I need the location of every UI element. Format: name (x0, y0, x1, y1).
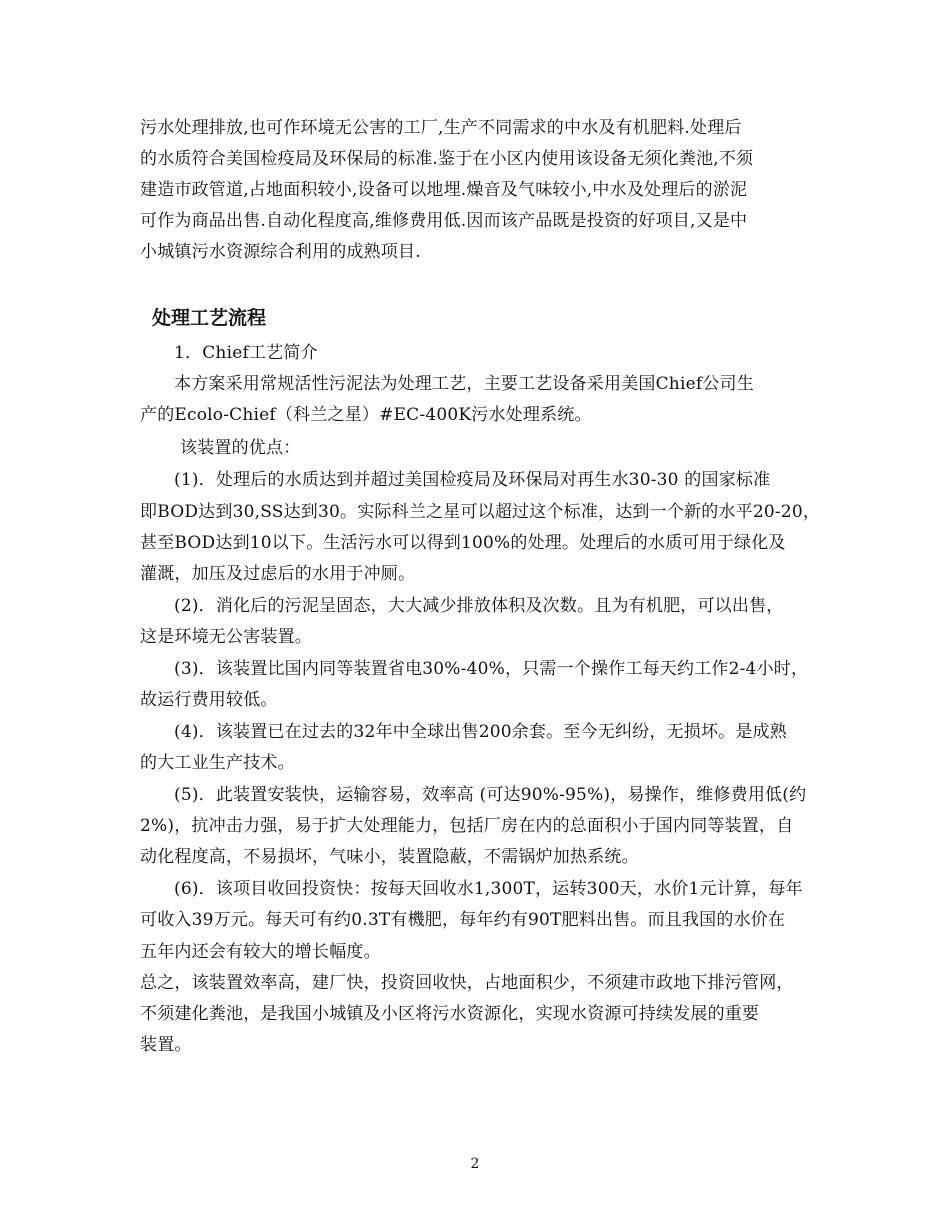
body-line: 不须建化粪池，是我国小城镇及小区将污水资源化，实现水资源可持续发展的重要 (140, 1004, 760, 1024)
body-line: 可收入39万元。每天可有约0.3T有機肥，每年约有90T肥料出售。而且我国的水价在 (140, 910, 786, 930)
body-line: (2)．消化后的污泥呈固态，大大减少排放体积及次数。且为有机肥，可以出售， (174, 596, 784, 616)
body-line: 甚至BOD达到10以下。生活污水可以得到100%的处理。处理后的水质可用于绿化及 (140, 533, 786, 553)
body-line: 的大工业生产技术。 (140, 753, 295, 773)
subheading-chief: 1．Chief工艺简介 (174, 343, 318, 363)
body-line: 该装置的优点： (180, 438, 301, 458)
body-line: 产的Ecolo-Chief（科兰之星）#EC-400K污水处理系统。 (140, 405, 592, 425)
intro-line-1: 污水处理排放,也可作环境无公害的工厂,生产不同需求的中水及有机肥料.处理后 (140, 118, 742, 138)
intro-line-3: 建造市政管道,占地面积较小,设备可以地埋.燥音及气味较小,中水及处理后的淤泥 (140, 180, 748, 200)
body-line: 五年内还会有较大的增长幅度。 (140, 942, 381, 962)
body-line: 动化程度高，不易损坏，气味小，装置隐蔽，不需锅炉加热系统。 (140, 847, 639, 867)
body-line: (4)．该装置已在过去的32年中全球出售200余套。至今无纠纷，无损坏。是成熟 (174, 722, 787, 742)
intro-line-2: 的水质符合美国检疫局及环保局的标准.鉴于在小区内使用该设备无须化粪池,不须 (140, 149, 754, 169)
section-heading: 处理工艺流程 (152, 307, 267, 329)
body-line: 这是环境无公害装置。 (140, 627, 312, 647)
body-line: 2%)，抗冲击力强，易于扩大处理能力，包括厂房在内的总面积小于国内同等装置，自 (140, 816, 794, 836)
intro-line-5: 小城镇污水资源综合利用的成熟项目. (140, 242, 421, 262)
body-line: 灌溉，加压及过虑后的水用于冲厕。 (140, 564, 416, 584)
body-line: (6)．该项目收回投资快：按每天回收水1,300T，运转300天，水价1元计算，每年 (174, 879, 803, 899)
body-line: (1)．处理后的水质达到并超过美国检疫局及环保局对再生水30-30 的国家标准 (174, 470, 771, 490)
body-line: 即BOD达到30,SS达到30。实际科兰之星可以超过这个标准，达到一个新的水平20-20， (140, 502, 821, 522)
body-line: 故运行费用较低。 (140, 690, 278, 710)
body-line: 本方案采用常规活性污泥法为处理工艺，主要工艺设备采用美国Chief公司生 (174, 374, 754, 394)
body-line: 装置。 (140, 1035, 192, 1055)
page-number: 2 (470, 1156, 480, 1172)
intro-line-4: 可作为商品出售.自动化程度高,维修费用低.因而该产品既是投资的好项目,又是中 (140, 211, 748, 231)
body-line: 总之，该装置效率高，建厂快，投资回收快，占地面积少，不须建市政地下排污管网， (140, 973, 794, 993)
body-line: (5)．此装置安装快，运输容易，效率高 (可达90%-95%)，易操作，维修费用低(约 (174, 785, 807, 805)
body-line: (3)．该装置比国内同等装置省电30%-40%，只需一个操作工每天约工作2-4小时， (174, 659, 809, 679)
